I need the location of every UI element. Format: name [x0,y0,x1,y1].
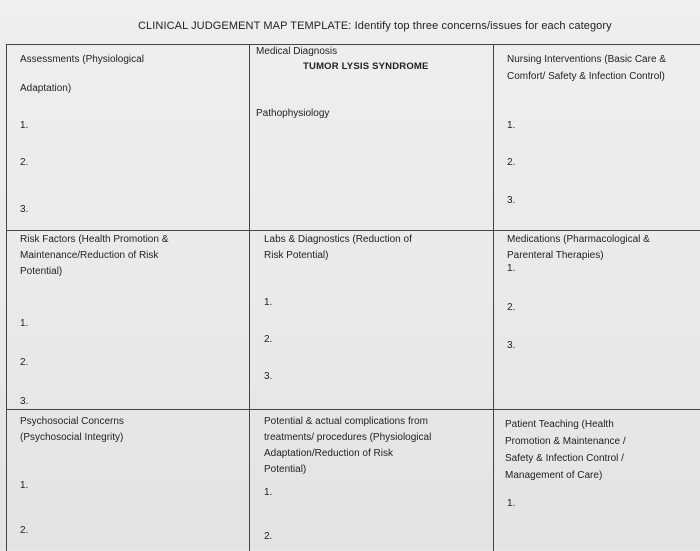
psychosocial-item-2[interactable]: 2. [20,525,29,536]
assessments-item-2[interactable]: 2. [20,157,29,168]
psychosocial-item-1[interactable]: 1. [20,480,29,491]
nursing-item-3[interactable]: 3. [507,195,516,206]
complications-item-1[interactable]: 1. [264,487,273,498]
complications-item-2[interactable]: 2. [264,531,273,542]
labs-diagnostics-label: Labs & Diagnostics (Reduction of Risk Potential) [264,234,412,261]
medications-item-2[interactable]: 2. [507,302,516,313]
column-divider-1 [249,45,250,551]
complications-label: Potential & actual complications from treatments/ procedures (Physiological Adaptation/Reduction of Risk Potential) [264,416,432,475]
labs-item-2[interactable]: 2. [264,334,273,345]
page-title: CLINICAL JUDGEMENT MAP TEMPLATE: Identify top three concerns/issues for each category [138,20,612,32]
risk-item-1[interactable]: 1. [20,318,29,329]
labs-item-3[interactable]: 3. [264,371,273,382]
nursing-item-1[interactable]: 1. [507,120,516,131]
patient-teaching-item-1[interactable]: 1. [507,498,516,509]
risk-item-3[interactable]: 3. [20,396,29,407]
medical-diagnosis-value: TUMOR LYSIS SYNDROME [303,61,429,72]
assessments-item-3[interactable]: 3. [20,204,29,215]
row-divider-2 [7,409,700,410]
nursing-item-2[interactable]: 2. [507,157,516,168]
medications-label: Medications (Pharmacological & Parenteral Therapies) [507,234,650,261]
medications-item-1[interactable]: 1. [507,263,516,274]
pathophysiology-label: Pathophysiology [256,108,330,119]
nursing-label-line2: Comfort/ Safety & Infection Control) [507,71,665,82]
patient-teaching-label: Patient Teaching (Health Promotion & Maintenance / Safety & Infection Control / Management of Care) [505,419,626,481]
risk-item-2[interactable]: 2. [20,357,29,368]
medical-diagnosis-label: Medical Diagnosis [256,46,338,57]
psychosocial-label: Psychosocial Concerns (Psychosocial Integrity) [20,416,124,443]
assessments-label-line1: Assessments (Physiological [20,54,144,65]
nursing-label-line1: Nursing Interventions (Basic Care & [507,54,666,65]
labs-item-1[interactable]: 1. [264,297,273,308]
row-divider-1 [7,230,700,231]
assessments-item-1[interactable]: 1. [20,120,29,131]
column-divider-2 [493,45,494,551]
medications-item-3[interactable]: 3. [507,340,516,351]
risk-factors-label: Risk Factors (Health Promotion & Maintenance/Reduction of Risk Potential) [20,234,169,277]
assessments-label-line2: Adaptation) [20,83,72,94]
